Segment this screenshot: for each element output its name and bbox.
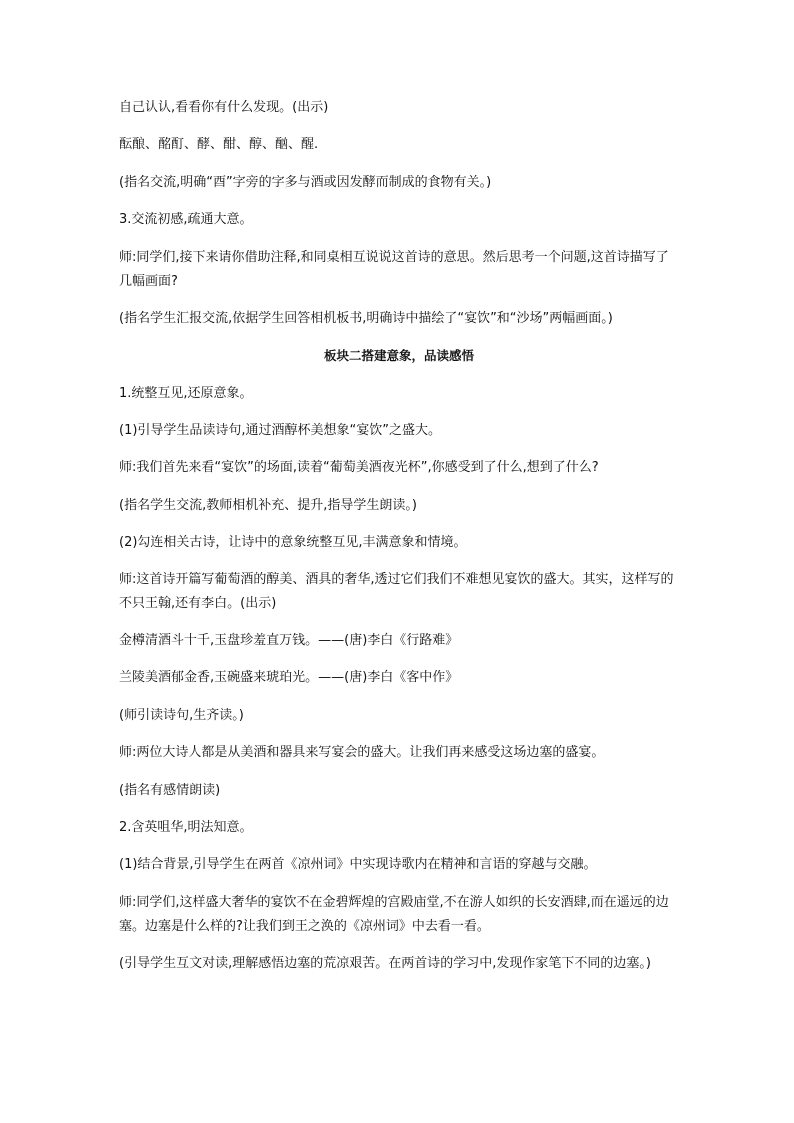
paragraph-5: 师:同学们,接下来请你借助注释,和同桌相互说说这首诗的意思。然后思考一个问题,这首诗描写了几幅画面? [119,250,669,289]
paragraph-13: 师:这首诗开篇写葡萄酒的醇美、酒具的奢华,透过它们我们不难想见宴饮的盛大。其实，这样写的不只王翰,还有李白。(出示) [119,572,674,611]
section-item-2: 2.含英咀华,明法知意。 [119,820,253,835]
paragraph-20: (1)结合背景,引导学生在两首《凉州词》中实现诗歌内在精神和言语的穿越与交融。 [119,857,597,872]
poem-quote-2: 兰陵美酒郁金香,玉碗盛来琥珀光。——(唐)李白《客中作》 [119,670,459,685]
section-item-3: 3.交流初感,疏通大意。 [119,212,253,227]
paragraph-6: (指名学生汇报交流,依据学生回答相机板书,明确诗中描绘了“宴饮”和“沙场”两幅画面。) [119,311,613,326]
paragraph-22: (引导学生互文对读,理解感悟边塞的荒凉艰苦。在两首诗的学习中,发现作家笔下不同的边塞。) [119,956,651,971]
paragraph-10: 师:我们首先来看“宴饮”的场面,读着“葡萄美酒夜光杯”,你感受到了什么,想到了什么? [119,460,599,475]
poem-quote-1: 金樽清酒斗十千,玉盘珍羞直万钱。——(唐)李白《行路难》 [119,633,459,648]
paragraph-18: (指名有感情朗读) [119,783,221,798]
paragraph-3: (指名交流,明确“酉”字旁的字多与酒或因发酵而制成的食物有关。) [119,175,492,190]
section-item-1: 1.统整互见,还原意象。 [119,386,253,401]
paragraph-9: (1)引导学生品读诗句,通过酒醇杯美想象“宴饮”之盛大。 [119,423,442,438]
paragraph-12: (2)勾连相关古诗，让诗中的意象统整互见,丰满意象和情境。 [119,535,467,550]
paragraph-16: (师引读诗句,生齐读。) [119,708,244,723]
paragraph-2: 酝酿、酩酊、酵、酣、醇、酗、醒. [119,137,319,152]
paragraph-21: 师:同学们,这样盛大奢华的宴饮不在金碧辉煌的宫殿庙堂,不在游人如织的长安酒肆,而在遥远的边塞。边塞是什么样的?让我们到王之涣的《凉州词》中去看一看。 [119,895,669,934]
section-heading: 板块二搭建意象，品读感悟 [323,348,474,363]
paragraph-17: 师:两位大诗人都是从美酒和器具来写宴会的盛大。让我们再来感受这场边塞的盛宴。 [119,745,605,760]
paragraph-1: 自己认认,看看你有什么发现。(出示) [119,100,329,115]
paragraph-11: (指名学生交流,教师相机补充、提升,指导学生朗读。) [119,498,417,513]
